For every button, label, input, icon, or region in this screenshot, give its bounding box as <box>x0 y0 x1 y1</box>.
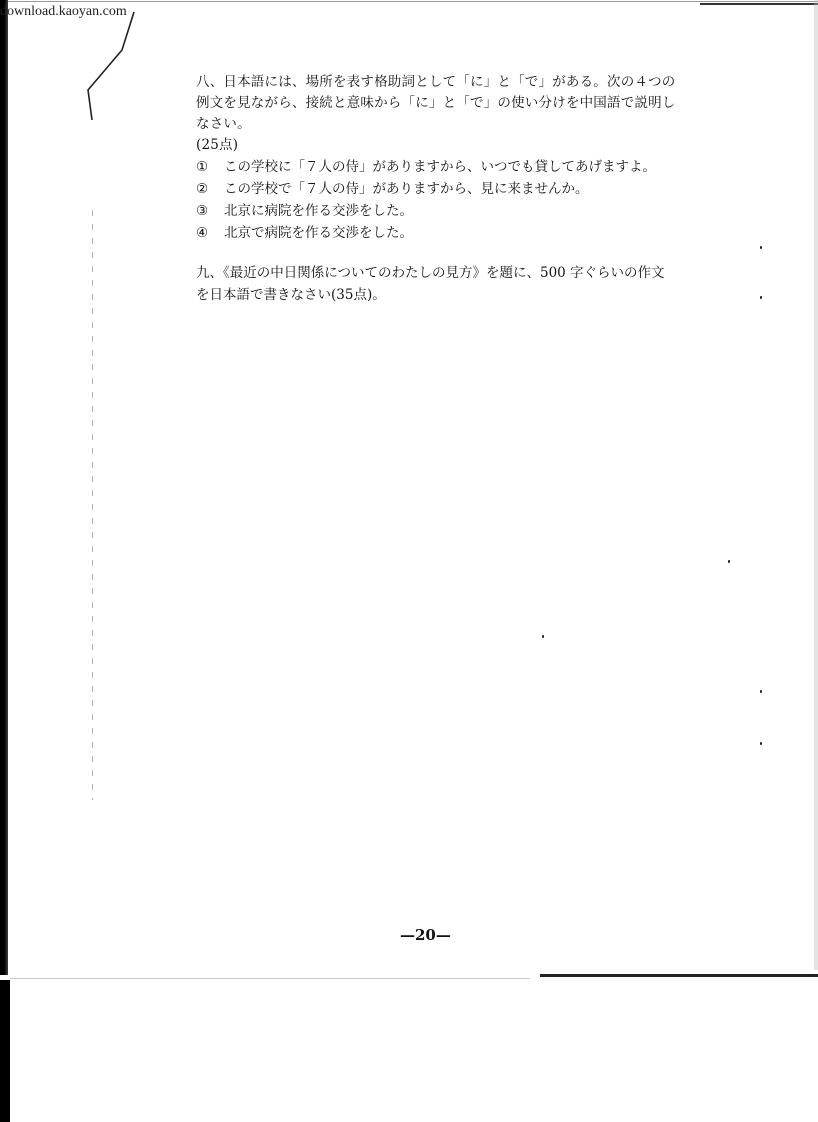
exam-content <box>196 72 676 320</box>
option-number: ③ <box>196 203 209 219</box>
bottom-scan-rule-thin <box>10 978 530 979</box>
margin-binding-line <box>92 210 93 800</box>
option-text: 北京で病院を作る交渉をした。 <box>224 225 413 241</box>
scan-speck <box>760 742 762 745</box>
option-number: ② <box>196 181 209 197</box>
scan-speck <box>760 690 762 693</box>
option-item <box>196 178 676 200</box>
pen-stroke-mark <box>82 10 152 120</box>
question-8-options <box>196 156 676 244</box>
top-right-scan-mark <box>700 3 818 5</box>
option-item <box>196 222 676 244</box>
scan-speck <box>728 560 730 563</box>
page-number: —20— <box>400 926 451 944</box>
scan-speck <box>760 246 762 249</box>
question-8-heading: 八、日本語には、場所を表す格助詞として「に」と「で」がある。次の４つの例文を見ながら、接続と意味から「に」と「で」の使い分けを中国語で説明しなさい。 <box>196 74 676 132</box>
option-text: 北京に病院を作る交渉をした。 <box>224 203 413 219</box>
left-scan-edge-bottom <box>0 980 10 1122</box>
option-item <box>196 200 676 222</box>
question-9-text: 九、《最近の中日関係についてのわたしの見方》を題に、500 字ぐらいの作文を日本語で書きなさい(35点)。 <box>196 265 665 303</box>
option-text: この学校で「７人の侍」がありますから、見に来ませんか。 <box>224 181 589 197</box>
bottom-scan-rule <box>540 974 818 977</box>
question-8-points: (25点) <box>196 137 239 153</box>
option-item <box>196 156 676 178</box>
left-scan-edge <box>0 0 8 975</box>
option-number: ① <box>196 159 209 175</box>
option-text: この学校に「７人の侍」がありますから、いつでも貸してあげますよ。 <box>224 159 656 175</box>
top-scan-rule <box>0 1 818 2</box>
option-number: ④ <box>196 225 209 241</box>
right-scan-edge <box>814 0 818 970</box>
scan-speck <box>760 296 762 299</box>
scan-speck <box>542 635 544 638</box>
watermark-text: download.kaoyan.com <box>0 4 127 19</box>
